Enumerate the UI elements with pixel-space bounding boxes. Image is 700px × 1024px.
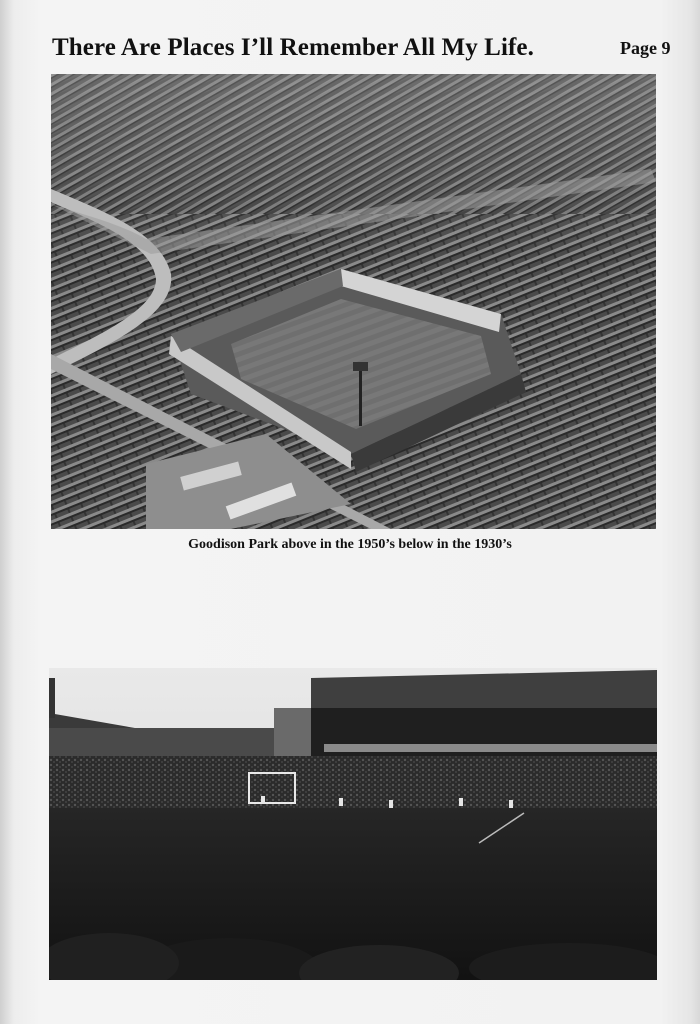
photo-caption: Goodison Park above in the 1950’s below in the 1930’s: [188, 537, 512, 552]
match-day-photo: [49, 668, 657, 980]
page-title: There Are Places I’ll Remember All My Life.: [52, 34, 534, 61]
page-number: Page 9: [620, 38, 671, 58]
aerial-stadium-photo: [51, 74, 656, 529]
